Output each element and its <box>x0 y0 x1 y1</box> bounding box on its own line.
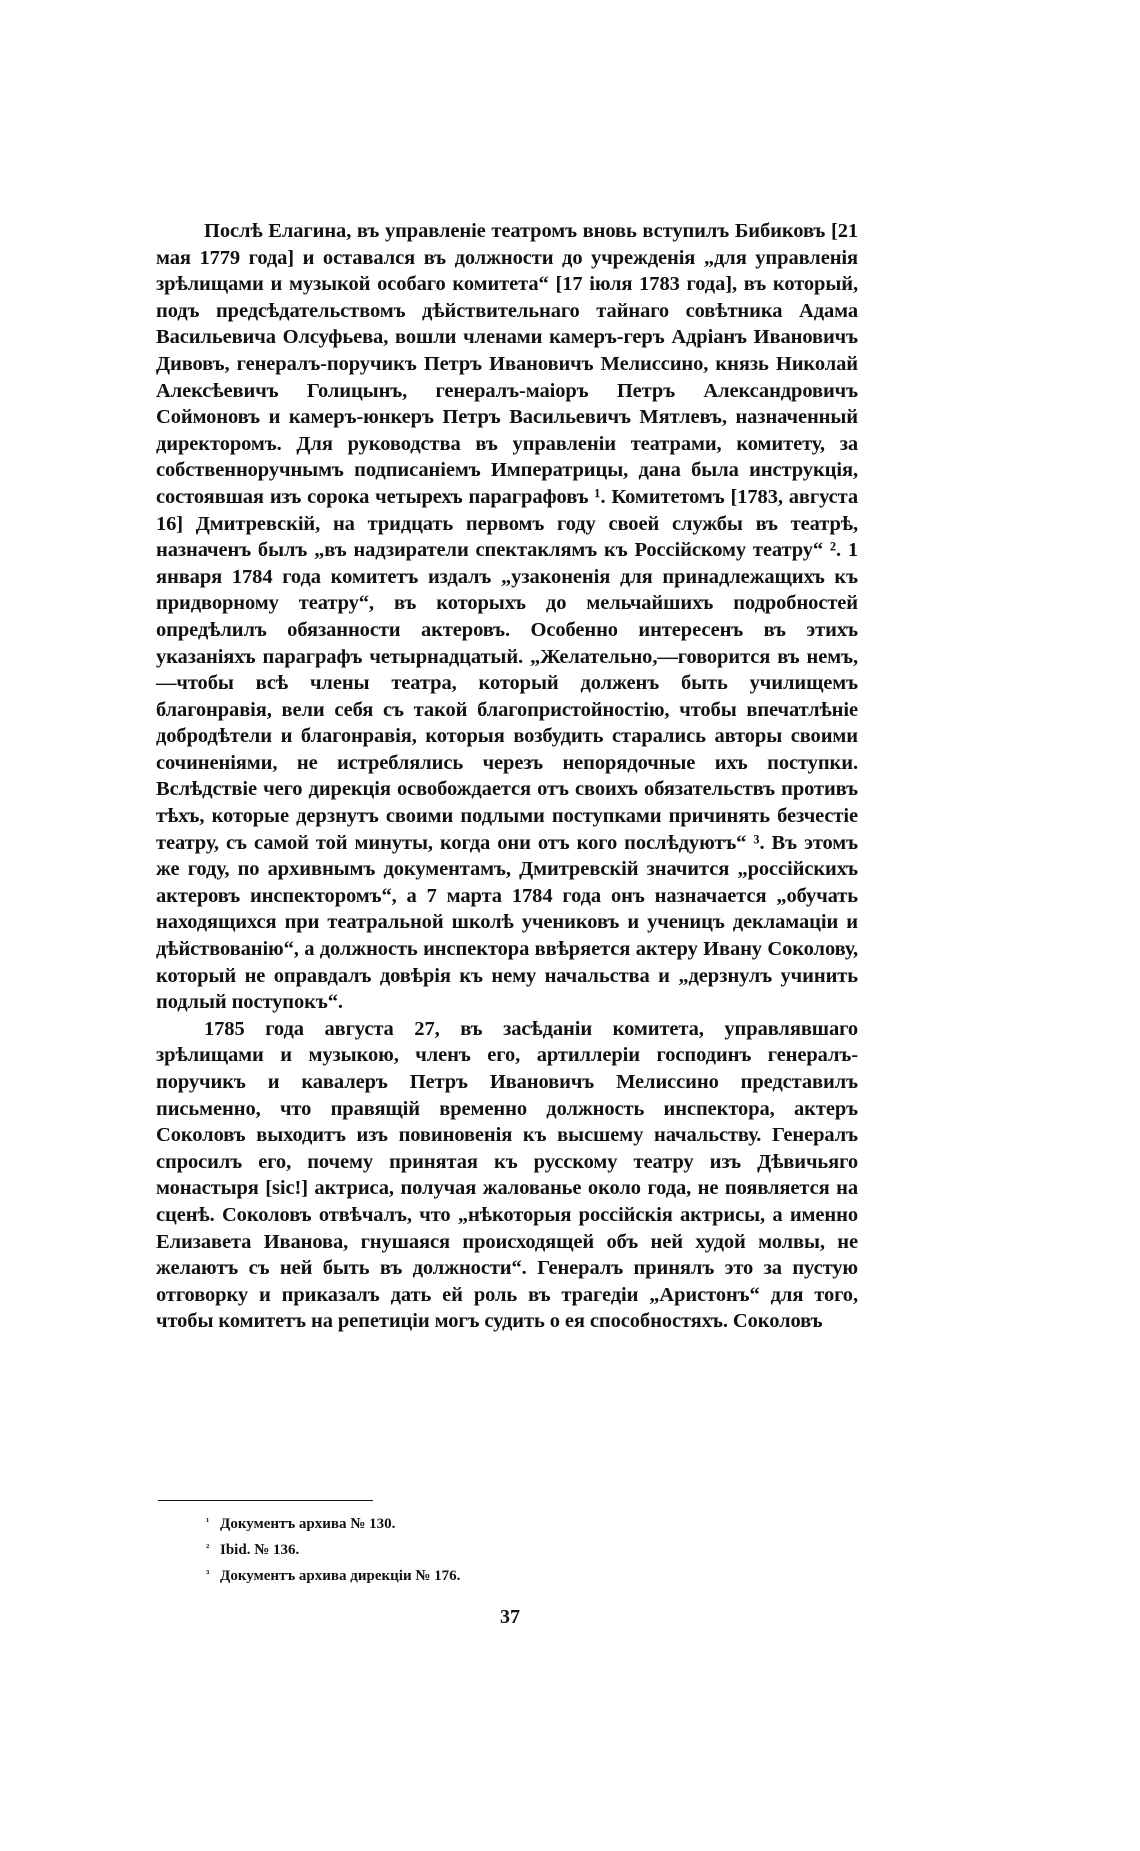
footnote-1 <box>206 1510 806 1536</box>
footnote-marker: ² <box>206 1542 210 1554</box>
footnote-marker: ¹ <box>206 1516 210 1528</box>
footnote-text: Ibid. № 136. <box>220 1542 300 1558</box>
main-text <box>156 218 858 1335</box>
footnote-marker: ³ <box>206 1568 210 1580</box>
page-number: 37 <box>500 1606 520 1628</box>
footnote-separator <box>158 1500 373 1501</box>
paragraph-2: 1785 года августа 27, въ засѣданіи комитета, управлявшаго зрѣлищами и музыкою, членъ его, артиллеріи господинъ генералъ-поручикъ и кавалеръ Петръ Ивановичъ Мелиссино представилъ письменно, что правящій временно должность инспектора, актеръ Соколовъ выходитъ изъ повиновенія къ высшему начальству. Генералъ спросилъ его, почему принятая къ русскому театру изъ Дѣвичьяго монастыря [sic!] актриса, получая жалованье около года, не появляется на сценѣ. Соколовъ отвѣчалъ, что „нѣкоторыя россійскія актрисы, а именно Елизавета Иванова, гнушаяся происходящей объ ней худой молвы, не желаютъ съ ней быть въ должности“. Генералъ принялъ это за пустую отговорку и приказалъ дать ей роль въ трагедіи „Аристонъ“ для того, чтобы комитетъ на репетиціи могъ судить о ея способностяхъ. Соколовъ <box>156 1017 858 1333</box>
footnote-text: Документъ архива № 130. <box>220 1516 396 1532</box>
footnote-3 <box>206 1562 806 1588</box>
footnote-text: Документъ архива дирекціи № 176. <box>220 1568 461 1584</box>
footnotes <box>206 1510 806 1588</box>
footnote-2 <box>206 1536 806 1562</box>
paragraph-1: Послѣ Елагина, въ управленіе театромъ вновь вступилъ Бибиковъ [21 мая 1779 года] и оставался въ должности до учрежденія „для управленія зрѣлищами и музыкой особаго комитета“ [17 іюля 1783 года], въ который, подъ предсѣдательствомъ дѣйствительнаго тайнаго совѣтника Адама Васильевича Олсуфьева, вошли членами камеръ-геръ Адріанъ Ивановичъ Дивовъ, генералъ-поручикъ Петръ Ивановичъ Мелиссино, князь Николай Алексѣевичъ Голицынъ, генералъ-маіоръ Петръ Александровичъ Соймоновъ и камеръ-юнкеръ Петръ Васильевичъ Мятлевъ, назначенный директоромъ. Для руководства въ управленіи театрами, комитету, за собственноручнымъ подписаніемъ Императрицы, дана была инструкція, состоявшая изъ сорока четырехъ параграфовъ ¹. Комитетомъ [1783, августа 16] Дмитревскій, на тридцать первомъ году своей службы въ театрѣ, назначенъ былъ „въ надзиратели спектаклямъ къ Россійскому театру“ ². 1 января 1784 года комитетъ издалъ „узаконенія для принадлежащихъ къ придворному театру“, въ которыхъ до мельчайшихъ подробностей опредѣлилъ обязанности актеровъ. Особенно интересенъ въ этихъ указаніяхъ параграфъ четырнадцатый. „Желательно,—говорится въ немъ,—чтобы всѣ члены театра, который долженъ быть училищемъ благонравія, вели себя съ такой благопристойностію, чтобы впечатлѣніе добродѣтели и благонравія, которыя возбудить старались авторы своими сочиненіями, не истреблялись черезъ непорядочные ихъ поступки. Вслѣдствіе чего дирекція освобождается отъ своихъ обязательствъ противъ тѣхъ, которые дерзнутъ своими подлыми поступками причинять безчестіе театру, съ самой той минуты, когда они отъ кого послѣдуютъ“ ³. Въ этомъ же году, по архивнымъ документамъ, Дмитревскій значится „россійскихъ актеровъ инспекторомъ“, а 7 марта 1784 года онъ назначается „обучать находящихся при театральной школѣ учениковъ и ученицъ декламаціи и дѣйствованію“, а должность инспектора ввѣряется актеру Ивану Соколову, который не оправдалъ довѣрія къ нему начальства и „дерзнулъ учинить подлый поступокъ“. <box>156 220 858 1014</box>
